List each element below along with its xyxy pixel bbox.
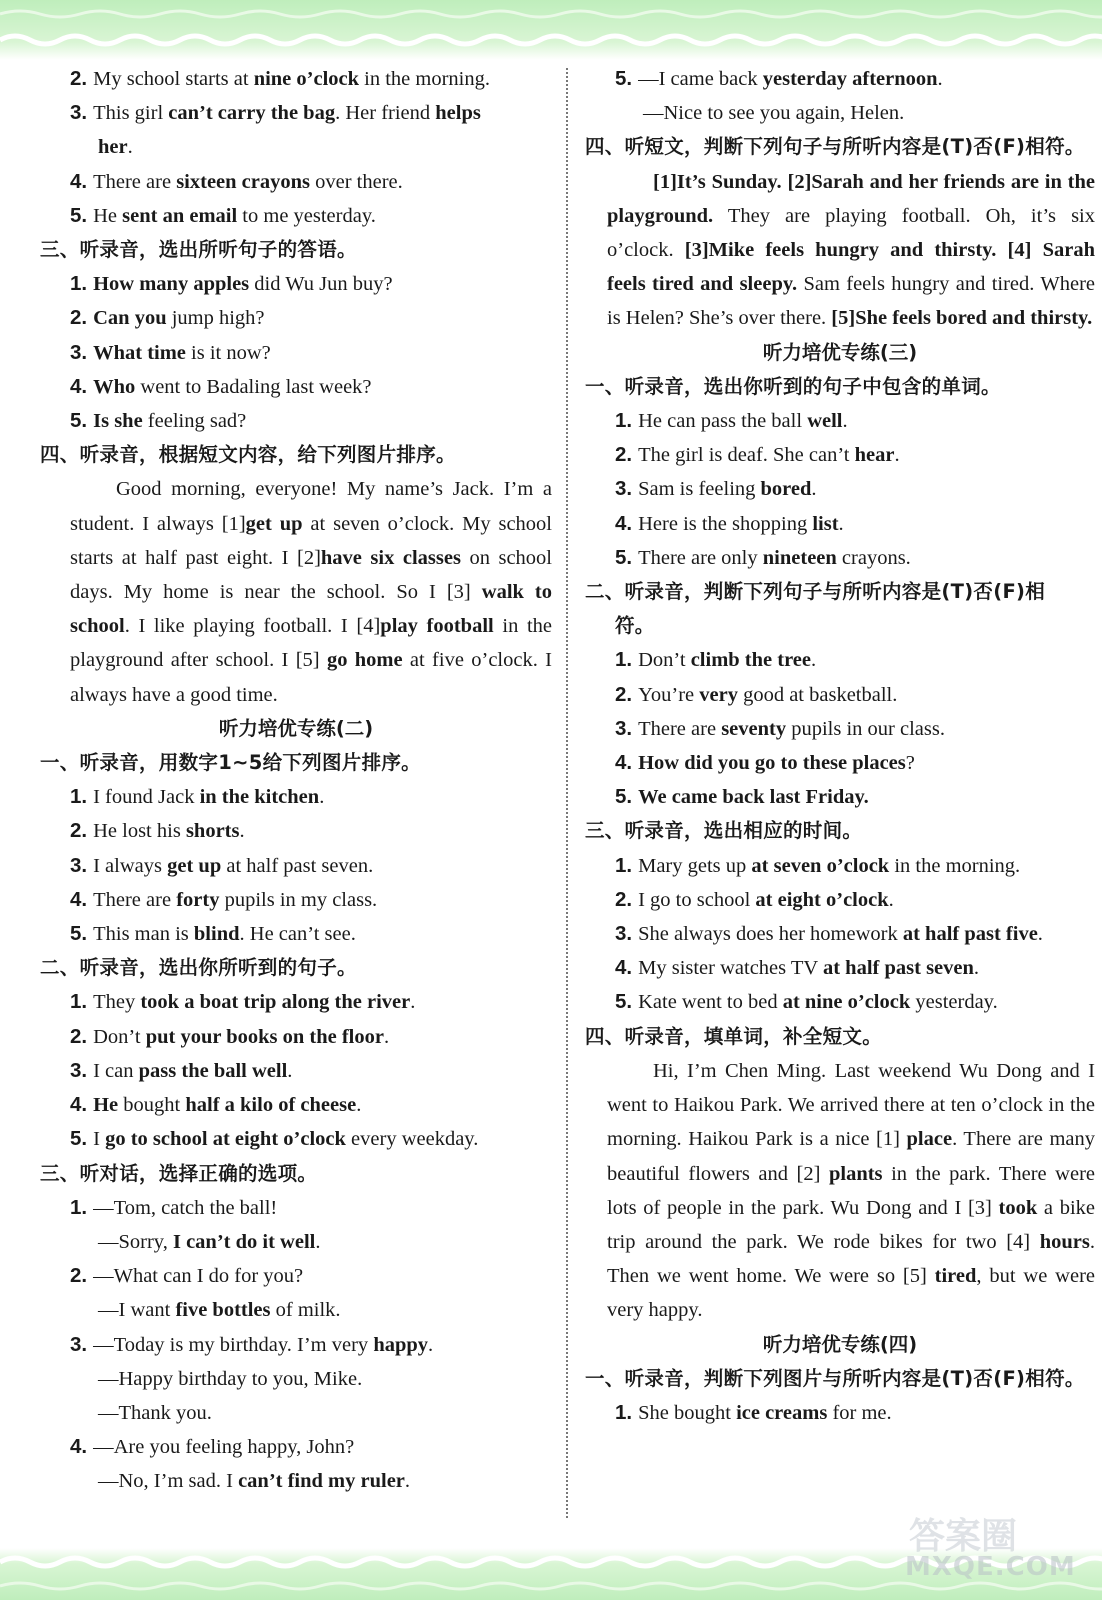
exercise-title: 听力培优专练(二) [218, 716, 374, 740]
sentence-text: I go to school [638, 888, 756, 911]
sentence-text: I [93, 1128, 106, 1151]
sentence-text: There are only [638, 546, 763, 569]
item-number: 4. [70, 1435, 88, 1459]
sentence-text: —Thank you. [98, 1401, 212, 1424]
answer-highlight: half a kilo of cheese [185, 1094, 357, 1117]
answer-highlight: hear [854, 444, 895, 467]
sentence-text: . [410, 991, 416, 1014]
question-item [585, 62, 1095, 96]
sentence-text: in the park. There were lots of people in the park. Wu Dong and I [3] [607, 1162, 1096, 1219]
item-number: 3. [70, 853, 88, 877]
answer-highlight: nineteen [762, 546, 837, 569]
sentence-text: —I want [98, 1299, 176, 1322]
site-watermark [905, 1508, 1075, 1588]
question-item [585, 678, 1095, 712]
item-number: 5. [615, 990, 633, 1014]
item-number: 4. [615, 511, 633, 535]
sentence-text: There are [93, 170, 177, 193]
answer-highlight: nine o’clock [253, 68, 360, 90]
sentence-text: Good morning, everyone! My name’s Jack. I’m a student. I always [1] [70, 478, 552, 535]
sentence-text: in the morning. [889, 854, 1021, 877]
answer-highlight: get up [167, 854, 222, 877]
answer-highlight: climb the tree [690, 649, 812, 672]
answer-highlight: We came back last Friday. [638, 786, 869, 809]
question-item [585, 780, 1095, 814]
item-number: 2. [615, 887, 633, 911]
sentence-text: Hi, I’m Chen Ming. Last weekend Wu Dong and I went to Haikou Park. We arrived there at ten o’clock in the morning. Haikou Park is a nice [1] [607, 1059, 1095, 1151]
sentence-text: pupils in our class. [786, 717, 945, 740]
answer-highlight: at half past five [902, 923, 1038, 946]
item-number: 5. [615, 785, 633, 809]
item-number: 1. [70, 785, 88, 809]
sentence-text: on school days. My home is near the school. So I [3] [70, 546, 552, 604]
question-item [40, 1259, 552, 1293]
question-item [40, 985, 552, 1019]
sentence-text: The girl is deaf. She can’t [638, 444, 855, 467]
item-number: 1. [615, 648, 633, 672]
sentence-text: jump high? [166, 307, 265, 330]
question-item [40, 336, 552, 370]
sentence-text: ? [905, 752, 915, 775]
question-continuation [40, 1396, 552, 1430]
sentence-text: pupils in my class. [219, 888, 378, 911]
sentence-text: . There are many beautiful flowers and [2] [607, 1128, 1095, 1185]
sentence-text: —No, I’m sad. I [98, 1470, 239, 1493]
answer-highlight: walk to school [70, 581, 552, 638]
answer-highlight: Who [93, 375, 136, 398]
question-item [40, 62, 552, 96]
question-item [585, 438, 1095, 472]
exercise-title: 听力培优专练(四) [762, 1332, 918, 1356]
answer-highlight: took [998, 1196, 1038, 1219]
item-number: 3. [615, 922, 633, 946]
sentence-text: . [428, 1333, 434, 1356]
sentence-text: —Happy birthday to you, Mike. [98, 1367, 363, 1390]
answer-highlight: blind [193, 923, 240, 946]
sentence-text: . [811, 649, 817, 672]
sentence-text: He [93, 204, 123, 227]
answer-highlight: [1]It’s Sunday. [2]Sarah and her friends are in the playground. [607, 170, 1095, 227]
sentence-text: You’re [638, 683, 700, 706]
item-number: 2. [615, 682, 633, 706]
watermark-logo-text: 答案圈 [909, 1516, 1018, 1557]
sentence-text: . [888, 888, 894, 911]
item-number: 5. [615, 67, 633, 90]
answer-highlight: at eight o’clock [755, 888, 889, 911]
sentence-text: . [356, 1094, 362, 1117]
item-number: 2. [70, 67, 88, 90]
answer-highlight: bored [760, 478, 812, 501]
question-item [585, 643, 1095, 677]
sentence-text: They are playing football. Oh, it’s six o’clock. [607, 204, 1095, 262]
sentence-text: . He can’t see. [239, 923, 356, 946]
sentence-text: at seven o’clock. My school starts at half past eight. I [2] [70, 512, 553, 569]
item-number: 2. [615, 443, 633, 467]
sentence-text: They [93, 991, 141, 1014]
question-item [40, 199, 552, 233]
answer-highlight: sixteen crayons [176, 170, 310, 193]
section-heading: 一、听录音，用数字1~5给下列图片排序。 [40, 751, 421, 775]
exercise-title: 听力培优专练(三) [762, 340, 918, 364]
question-item [40, 1122, 552, 1156]
question-item [585, 746, 1095, 780]
section-heading: 一、听录音，判断下列图片与所听内容是(T)否(F)相符。 [585, 1366, 1085, 1390]
answer-highlight: He [93, 1094, 119, 1117]
sentence-text: —Today is my birthday. I’m very [93, 1333, 374, 1356]
item-number: 3. [70, 1332, 88, 1356]
sentence-text: feeling sad? [142, 410, 247, 433]
answer-highlight: her [98, 136, 128, 159]
sentence-text: . [127, 136, 133, 159]
answer-highlight: list [812, 512, 839, 535]
item-number: 3. [70, 1058, 88, 1082]
sentence-text: . [937, 68, 943, 90]
question-item [40, 267, 552, 301]
sentence-text: bought [118, 1094, 186, 1117]
sentence-text: Don’t [638, 649, 691, 672]
sentence-text: did Wu Jun buy? [249, 273, 393, 296]
question-continuation [40, 1464, 552, 1498]
left-column [40, 62, 552, 1499]
item-number: 1. [70, 1195, 88, 1219]
sentence-text: —I came back [638, 68, 763, 90]
answer-highlight: sent an email [122, 204, 238, 227]
item-number: 1. [70, 990, 88, 1014]
sentence-text: My school starts at [93, 68, 254, 90]
answer-highlight: [5]She feels bored and thirsty. [831, 307, 1093, 330]
sentence-text: in the playground after school. I [5] [70, 615, 552, 672]
answer-highlight: I can’t do it well [172, 1230, 316, 1253]
question-item [40, 1191, 552, 1225]
sentence-text: —What can I do for you? [93, 1265, 304, 1288]
answer-highlight: have six classes [320, 546, 461, 569]
sentence-text: every weekday. [345, 1128, 479, 1151]
item-number: 1. [615, 409, 633, 433]
top-wave-decoration [0, 0, 1102, 60]
sentence-text: at half past seven. [221, 854, 374, 877]
sentence-text: . Her friend [335, 102, 436, 125]
top-decorative-band [0, 0, 1102, 60]
answer-highlight: well [807, 410, 843, 433]
sentence-text: to me yesterday. [237, 204, 376, 227]
answer-highlight: seventy [721, 717, 787, 740]
item-number: 4. [70, 1093, 88, 1117]
sentence-text: There are [93, 888, 177, 911]
item-number: 2. [70, 1264, 88, 1288]
answer-highlight: How did you go to these places [638, 752, 906, 775]
question-item [40, 849, 552, 883]
item-number: 3. [615, 477, 633, 501]
watermark-url: MXQE.COM [905, 1552, 1076, 1582]
answer-highlight: tired [934, 1265, 977, 1288]
question-item [40, 165, 552, 199]
answer-highlight: at nine o’clock [782, 991, 911, 1014]
sentence-text: in the morning. [359, 68, 490, 90]
sentence-text: . [404, 1470, 411, 1493]
sentence-text: Sam is feeling [638, 478, 761, 501]
section-heading: 三、听录音，选出所听句子的答语。 [40, 238, 357, 262]
sentence-text: This girl [93, 102, 169, 125]
question-item [40, 1020, 552, 1054]
sentence-text: went to Badaling last week? [135, 375, 372, 398]
passage-paragraph [40, 472, 552, 711]
answer-highlight: go to school at eight o’clock [105, 1128, 346, 1151]
sentence-text: Kate went to bed [638, 991, 783, 1014]
question-item [40, 96, 552, 130]
answer-highlight: Is she [93, 410, 143, 433]
question-item [585, 404, 1095, 438]
question-item [40, 1430, 552, 1464]
sentence-text: is it now? [185, 341, 271, 364]
section-heading: 三、听对话，选择正确的选项。 [40, 1161, 318, 1185]
question-item [40, 404, 552, 438]
section-heading: 三、听录音，选出相应的时间。 [585, 819, 863, 843]
question-item [585, 985, 1095, 1019]
section-heading: 二、听录音，判断下列句子与所听内容是(T)否(F)相 [585, 580, 1046, 604]
sentence-text: , but we were very happy. [607, 1265, 1095, 1322]
question-item [585, 951, 1095, 985]
item-number: 2. [70, 306, 88, 330]
sentence-text: I can [93, 1059, 139, 1082]
item-number: 5. [70, 409, 88, 433]
question-continuation [585, 96, 1095, 130]
sentence-text: This man is [93, 923, 194, 946]
sentence-text: . [1037, 923, 1043, 946]
item-number: 1. [70, 272, 88, 296]
sentence-text: I found Jack [93, 786, 200, 809]
question-continuation [40, 130, 552, 164]
sentence-text: She always does her homework [638, 923, 903, 946]
section-heading: 四、听短文，判断下列句子与所听内容是(T)否(F)相符。 [585, 135, 1085, 159]
answer-highlight: plants [828, 1162, 883, 1185]
item-number: 4. [615, 751, 633, 775]
answer-highlight: pass the ball well [138, 1059, 288, 1082]
question-item [585, 883, 1095, 917]
question-item [585, 917, 1095, 951]
question-item [585, 1396, 1095, 1430]
question-item [585, 712, 1095, 746]
answer-highlight: can’t carry the bag [168, 102, 336, 125]
sentence-text: I always [93, 854, 168, 877]
item-number: 5. [615, 545, 633, 569]
question-item [585, 472, 1095, 506]
question-item [40, 780, 552, 814]
item-number: 3. [615, 716, 633, 740]
item-number: 5. [70, 922, 88, 946]
answer-highlight: forty [176, 888, 220, 911]
sentence-text: . [383, 1025, 390, 1048]
sentence-text: . [811, 478, 817, 501]
column-divider [566, 68, 568, 1518]
question-continuation [40, 1225, 552, 1259]
answer-highlight: at seven o’clock [751, 854, 890, 877]
answer-highlight: can’t find my ruler [238, 1470, 405, 1493]
question-item [40, 1088, 552, 1122]
sentence-text: . [287, 1059, 293, 1082]
item-number: 4. [70, 374, 88, 398]
answer-highlight: put your books on the floor [145, 1025, 384, 1048]
sentence-text: . [894, 444, 900, 467]
section-heading: 四、听录音，根据短文内容，给下列图片排序。 [40, 443, 456, 467]
passage-paragraph [585, 165, 1095, 336]
sentence-text: . [319, 786, 325, 809]
question-item [585, 507, 1095, 541]
sentence-text: —Nice to see you again, Helen. [643, 102, 905, 125]
sentence-text: Here is the shopping [638, 512, 813, 535]
question-continuation [40, 1362, 552, 1396]
answer-highlight: at half past seven [822, 957, 974, 980]
sentence-text: —Sorry, [98, 1230, 173, 1253]
sentence-text: My sister watches TV [638, 957, 823, 980]
sentence-text: . [838, 512, 844, 535]
answer-highlight: ice creams [736, 1401, 828, 1424]
answer-highlight: How many apples [93, 273, 250, 296]
answer-highlight: Can you [93, 307, 167, 330]
passage-paragraph [585, 1054, 1095, 1328]
item-number: 2. [70, 1024, 88, 1048]
sentence-text: . [842, 410, 848, 433]
answer-highlight: What time [93, 341, 186, 364]
section-heading: 符。 [615, 614, 655, 638]
answer-highlight: play football [380, 615, 494, 638]
question-item [40, 301, 552, 335]
question-item [40, 1328, 552, 1362]
question-item [40, 883, 552, 917]
answer-highlight: took a boat trip along the river [140, 991, 411, 1014]
question-item [40, 814, 552, 848]
sentence-text: He lost his [93, 820, 186, 843]
sentence-text: over there. [310, 170, 403, 193]
answer-highlight: get up [245, 512, 303, 535]
sentence-text: a bike trip around the park. We rode bikes for two [4] [607, 1196, 1095, 1253]
item-number: 4. [70, 887, 88, 911]
section-heading: 四、听录音，填单词，补全短文。 [585, 1024, 883, 1048]
section-heading: 二、听录音，选出你所听到的句子。 [40, 956, 357, 980]
sentence-text: crayons. [836, 546, 911, 569]
question-item [40, 917, 552, 951]
sentence-text: for me. [827, 1401, 892, 1424]
right-column [585, 62, 1095, 1430]
sentence-text: Mary gets up [638, 854, 752, 877]
answer-highlight: go home [326, 649, 403, 672]
sentence-text: . [973, 957, 980, 980]
sentence-text: . [315, 1230, 321, 1253]
answer-highlight: in the kitchen [199, 786, 320, 809]
sentence-text: at five o’clock. I always have a good time. [70, 649, 552, 706]
sentence-text: —Are you feeling happy, John? [93, 1436, 355, 1459]
item-number: 3. [70, 101, 88, 125]
sentence-text: Don’t [93, 1025, 146, 1048]
question-item [40, 370, 552, 404]
question-item [585, 541, 1095, 575]
item-number: 5. [70, 1127, 88, 1151]
item-number: 3. [70, 340, 88, 364]
sentence-text: She bought [638, 1401, 737, 1424]
answer-highlight: [3]Mike feels hungry and thirsty. [4] Sarah feels tired and sleepy. [607, 239, 1095, 296]
answer-highlight: hours [1039, 1230, 1090, 1253]
item-number: 1. [615, 853, 633, 877]
sentence-text: —Tom, catch the ball! [93, 1196, 278, 1219]
answer-highlight: five bottles [175, 1299, 271, 1322]
answer-highlight: happy [373, 1333, 429, 1356]
sentence-text: . [239, 820, 245, 843]
sentence-text: . Then we went home. We were so [5] [607, 1230, 1095, 1288]
item-number: 5. [70, 203, 88, 227]
sentence-text: Sam feels hungry and tired. Where is Helen? She’s over there. [607, 273, 1095, 330]
section-heading: 一、听录音，选出你听到的句子中包含的单词。 [585, 374, 1001, 398]
item-number: 4. [70, 169, 88, 193]
sentence-text: yesterday. [910, 991, 998, 1014]
sentence-text: He can pass the ball [638, 410, 808, 433]
answer-highlight: shorts [185, 820, 240, 843]
sentence-text: of milk. [270, 1299, 341, 1322]
sentence-text: There are [638, 717, 722, 740]
item-number: 4. [615, 956, 633, 980]
sentence-text: . I like playing football. I [4] [124, 615, 381, 638]
question-item [585, 849, 1095, 883]
answer-highlight: helps [435, 102, 481, 125]
question-item [40, 1054, 552, 1088]
item-number: 1. [615, 1400, 633, 1424]
answer-highlight: place [906, 1128, 953, 1151]
answer-highlight: yesterday afternoon [762, 68, 938, 90]
question-continuation [40, 1293, 552, 1327]
answer-highlight: very [699, 683, 738, 706]
sentence-text: good at basketball. [737, 683, 898, 706]
item-number: 2. [70, 819, 88, 843]
